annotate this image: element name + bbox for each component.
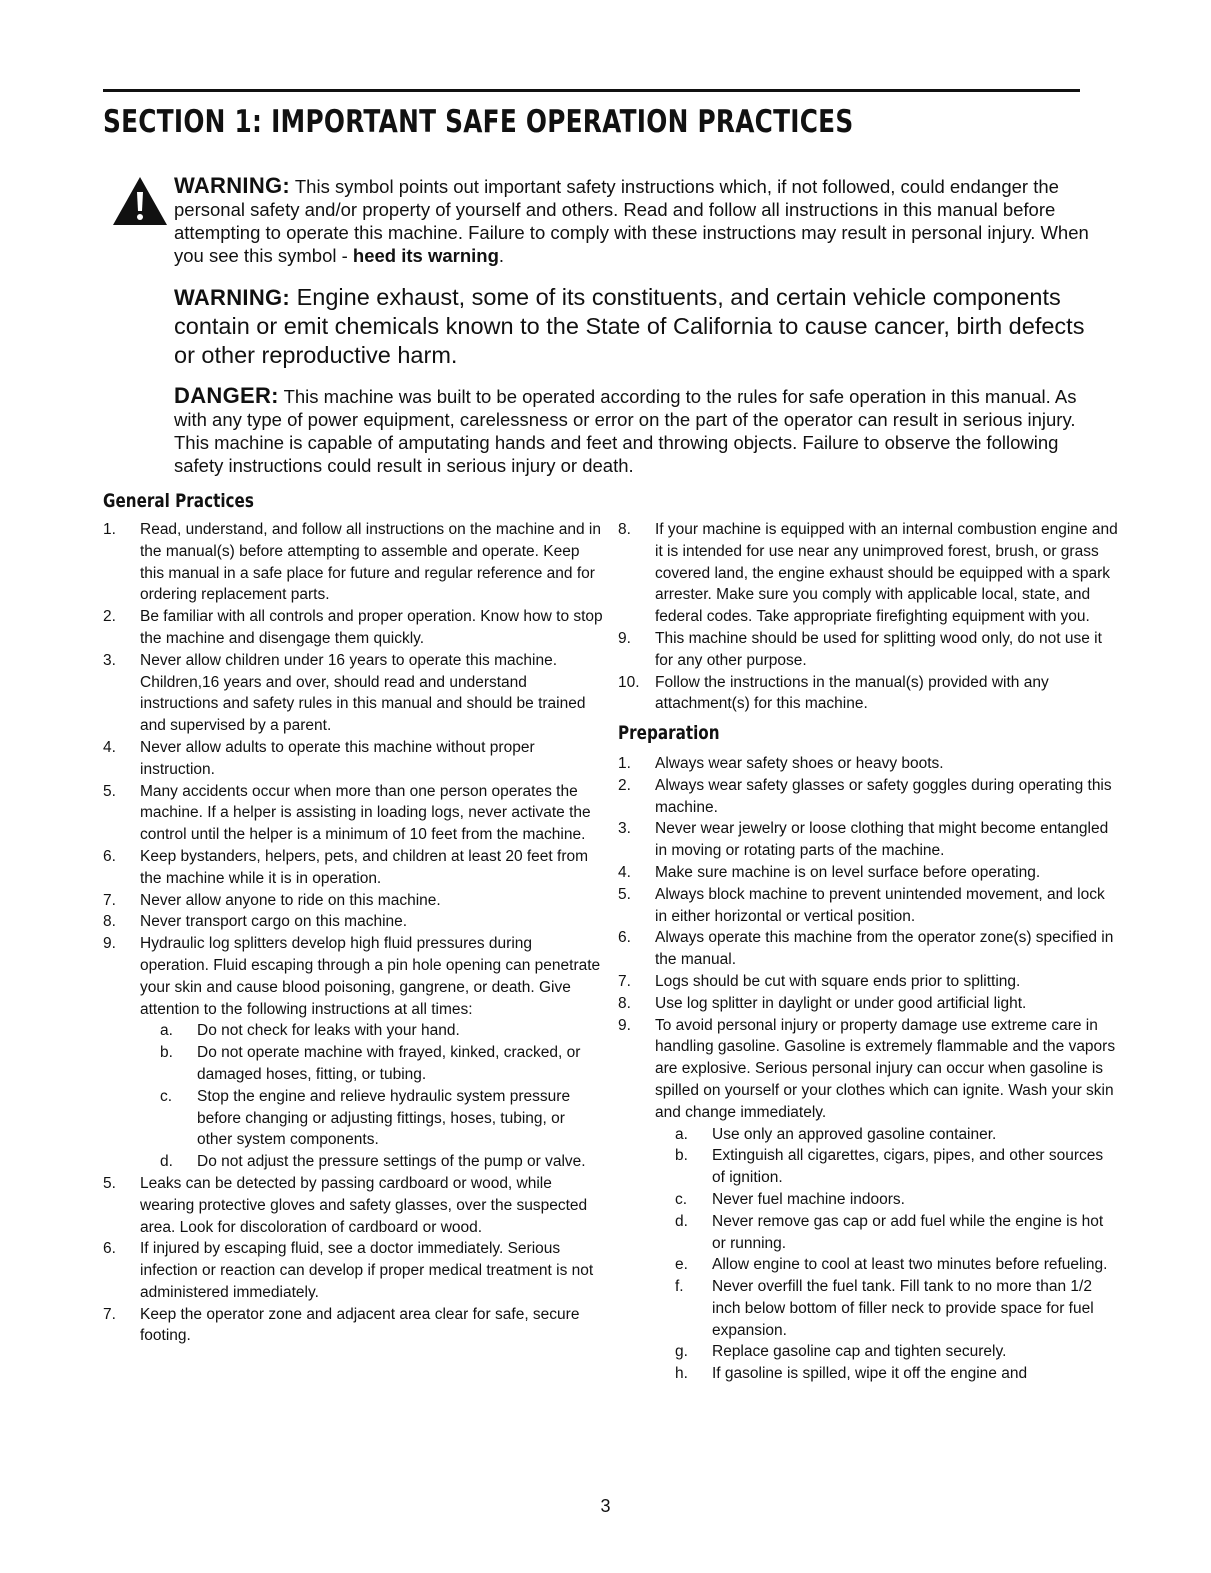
item-text: Logs should be cut with square ends prior to splitting. xyxy=(655,972,1021,990)
item-text: If injured by escaping fluid, see a doctor immediately. Serious infection or reaction can develop if proper medical treatment is not administered immediately. xyxy=(140,1240,594,1301)
item-number: 3. xyxy=(103,651,116,669)
sub-item-letter: c. xyxy=(675,1190,688,1208)
item-text: To avoid personal injury or property damage use extreme care in handling gasoline. Gasoline is extremely flammable and the vapors are explosive. Serious personal injury can occur when gasoline is spilled on yourself or your clothes which can ignite. Wash your skin and change immediately. xyxy=(655,1016,1116,1121)
sub-item-letter: b. xyxy=(160,1044,173,1062)
prop65-warning-notice xyxy=(174,283,1109,370)
item-number: 2. xyxy=(618,776,631,794)
item-text: Always wear safety shoes or heavy boots. xyxy=(655,754,944,772)
item-number: 6. xyxy=(103,1240,116,1258)
general-practices-heading: General Practices xyxy=(103,490,254,512)
list-item xyxy=(618,1015,1118,1386)
list-item xyxy=(103,1304,603,1348)
sub-list-item xyxy=(655,1189,1118,1211)
sub-item-text: Extinguish all cigarettes, cigars, pipes, and other sources of ignition. xyxy=(712,1147,1104,1187)
sub-item-text: Never fuel machine indoors. xyxy=(712,1190,905,1208)
item-number: 9. xyxy=(103,935,116,953)
list-item xyxy=(618,775,1118,819)
item-text: Never transport cargo on this machine. xyxy=(140,913,408,931)
sub-list-item xyxy=(140,1151,603,1173)
preparation-heading: Preparation xyxy=(618,722,720,745)
sub-list-item xyxy=(140,1086,603,1151)
sub-item-letter: c. xyxy=(160,1087,173,1105)
item-number: 5. xyxy=(618,885,631,903)
item-text: Read, understand, and follow all instructions on the machine and in the manual(s) before attempting to assemble and operate. Keep this manual in a safe place for future and regular reference and for ordering replacement parts. xyxy=(140,521,601,604)
item-text: Keep the operator zone and adjacent area clear for safe, secure footing. xyxy=(140,1305,580,1345)
list-item xyxy=(103,606,603,650)
list-item xyxy=(103,1238,603,1303)
sub-item-text: Do not adjust the pressure settings of the pump or valve. xyxy=(197,1153,586,1171)
item-text: Hydraulic log splitters develop high fluid pressures during operation. Fluid escaping through a pin hole opening can penetrate your skin and cause blood poisoning, gangrene, or death. Give attention to the following instructions at all times: xyxy=(140,935,601,1018)
item-text: Follow the instructions in the manual(s) provided with any attachment(s) for this machine. xyxy=(655,673,1049,713)
list-item xyxy=(618,862,1118,884)
item-number: 7. xyxy=(618,972,631,990)
sub-list-item xyxy=(655,1363,1118,1385)
sub-item-text: Allow engine to cool at least two minutes before refueling. xyxy=(712,1256,1108,1274)
list-item xyxy=(618,818,1118,862)
item-number: 5. xyxy=(103,1174,116,1192)
item-number: 7. xyxy=(103,891,116,909)
item-number: 1. xyxy=(618,754,631,772)
list-item xyxy=(103,933,603,1173)
item-number: 10. xyxy=(618,673,640,691)
sub-item-letter: d. xyxy=(675,1212,688,1230)
list-item xyxy=(618,993,1118,1015)
list-item xyxy=(103,781,603,846)
danger-notice xyxy=(174,384,1109,477)
item-number: 4. xyxy=(103,738,116,756)
item-text: Many accidents occur when more than one person operates the machine. If a helper is assisting in loading logs, never activate the control until the helper is a minimum of 10 feet from the machine. xyxy=(140,782,591,844)
symbol-warning-end: . xyxy=(498,245,505,266)
list-item xyxy=(103,846,603,890)
right-column xyxy=(618,519,1118,1385)
general-practices-list xyxy=(103,519,603,1347)
item-number: 2. xyxy=(103,608,116,626)
danger-label: DANGER: xyxy=(174,383,279,408)
danger-text: This machine was built to be operated according to the rules for safe operation in this manual. As with any type of power equipment, carelessness or error on the part of the operator can result in serious injury. This machine is capable of amputating hands and feet and throwing objects. Failure to observe the following safety instructions could result in serious injury or death. xyxy=(174,386,1077,476)
item-text: Make sure machine is on level surface before operating. xyxy=(655,863,1041,881)
sub-item-letter: g. xyxy=(675,1343,688,1361)
item-number: 7. xyxy=(103,1305,116,1323)
list-item xyxy=(103,1173,603,1238)
sub-list-item xyxy=(655,1276,1118,1341)
list-item xyxy=(618,971,1118,993)
item-number: 4. xyxy=(618,863,631,881)
item-text: Always block machine to prevent unintended movement, and lock in either horizontal or vertical position. xyxy=(655,885,1105,925)
symbol-warning-emphasis: heed its warning xyxy=(352,245,499,266)
item-number: 3. xyxy=(618,820,631,838)
item-text: Leaks can be detected by passing cardboard or wood, while wearing protective gloves and safety glasses, over the suspected area. Look for discoloration of cardboard or wood. xyxy=(140,1174,588,1236)
sub-item-text: Do not operate machine with frayed, kinked, cracked, or damaged hoses, fitting, or tubing. xyxy=(197,1044,581,1083)
list-item xyxy=(618,753,1118,775)
sub-item-text: Stop the engine and relieve hydraulic system pressure before changing or adjusting fittings, hoses, tubing, or other system components. xyxy=(197,1087,571,1149)
list-item xyxy=(618,672,1118,716)
item-number: 9. xyxy=(618,629,631,647)
page-number: 3 xyxy=(600,1496,611,1516)
sub-item-letter: f. xyxy=(675,1278,684,1296)
sub-list xyxy=(655,1124,1118,1386)
sub-item-letter: b. xyxy=(675,1147,688,1165)
list-item xyxy=(103,737,603,781)
item-number: 6. xyxy=(103,847,116,865)
general-practices-list-continued xyxy=(618,519,1118,715)
item-text: Never wear jewelry or loose clothing that might become entangled in moving or rotating parts of the machine. xyxy=(655,820,1109,860)
preparation-list xyxy=(618,753,1118,1385)
header-rule xyxy=(103,89,1080,92)
item-number: 8. xyxy=(103,913,116,931)
sub-item-text: Replace gasoline cap and tighten securely. xyxy=(712,1343,1007,1361)
sub-list-item xyxy=(655,1254,1118,1276)
item-number: 8. xyxy=(618,994,631,1012)
sub-item-letter: h. xyxy=(675,1365,688,1383)
item-text: This machine should be used for splitting wood only, do not use it for any other purpose. xyxy=(655,629,1102,669)
sub-item-text: Never overfill the fuel tank. Fill tank to no more than 1/2 inch below bottom of filler neck to provide space for fuel expansion. xyxy=(712,1278,1094,1339)
section-title: SECTION 1: IMPORTANT SAFE OPERATION PRACTICES xyxy=(103,104,854,140)
warning-triangle-icon xyxy=(112,176,168,226)
sub-item-letter: a. xyxy=(160,1022,173,1040)
item-text: Be familiar with all controls and proper operation. Know how to stop the machine and disengage them quickly. xyxy=(140,608,603,647)
item-text: Never allow adults to operate this machine without proper instruction. xyxy=(140,738,535,778)
item-text: Never allow anyone to ride on this machine. xyxy=(140,891,441,909)
item-number: 6. xyxy=(618,929,631,947)
prop65-warning-label: WARNING: xyxy=(174,285,291,310)
item-number: 9. xyxy=(618,1016,631,1034)
list-item xyxy=(618,927,1118,971)
sub-list-item xyxy=(655,1341,1118,1363)
list-item xyxy=(103,519,603,606)
sub-list-item xyxy=(655,1145,1118,1189)
item-number: 1. xyxy=(103,521,116,538)
symbol-warning-label: WARNING: xyxy=(174,173,291,198)
item-text: Never allow children under 16 years to operate this machine. Children,16 years and over, should read and understand instructions and safety rules in this manual and should be trained and supervised by a parent. xyxy=(140,651,586,735)
list-item xyxy=(618,519,1118,628)
prop65-warning-text: Engine exhaust, some of its constituents, and certain vehicle components contain or emit chemicals known to the State of California to cause cancer, birth defects or other reproductive harm. xyxy=(174,284,1085,368)
item-number: 5. xyxy=(103,782,116,800)
sub-item-text: Use only an approved gasoline container. xyxy=(712,1125,997,1143)
list-item xyxy=(103,911,603,933)
item-text: Use log splitter in daylight or under good artificial light. xyxy=(655,994,1027,1012)
sub-list-item xyxy=(140,1020,603,1042)
list-item xyxy=(618,884,1118,928)
sub-list-item xyxy=(655,1124,1118,1146)
sub-item-text: Never remove gas cap or add fuel while the engine is hot or running. xyxy=(712,1212,1104,1252)
item-text: Always wear safety glasses or safety goggles during operating this machine. xyxy=(655,776,1112,816)
sub-list-item xyxy=(140,1042,603,1086)
sub-item-text: If gasoline is spilled, wipe it off the engine and xyxy=(712,1365,1028,1383)
item-number: 8. xyxy=(618,521,631,538)
symbol-warning-text: This symbol points out important safety instructions which, if not followed, could endanger the personal safety and/or property of yourself and others. Read and follow all instructions in this manual before attempting to operate this machine. Failure to comply with these instructions may result in personal injury. When you see this symbol - xyxy=(174,176,1089,266)
general-practices-left-column xyxy=(103,519,603,1347)
item-text: Keep bystanders, helpers, pets, and children at least 20 feet from the machine while it is in operation. xyxy=(140,847,589,887)
item-text: Always operate this machine from the operator zone(s) specified in the manual. xyxy=(655,929,1114,969)
list-item xyxy=(103,650,603,737)
symbol-warning-notice xyxy=(174,174,1109,267)
item-text: If your machine is equipped with an internal combustion engine and it is intended for use near any unimproved forest, brush, or grass covered land, the engine exhaust should be equipped with a spark arrester. Make sure you comply with applicable local, state, and federal codes. Take appropriate firefighting equipment with you. xyxy=(655,521,1118,626)
list-item xyxy=(618,628,1118,672)
list-item xyxy=(103,890,603,912)
sub-list-item xyxy=(655,1211,1118,1255)
sub-list xyxy=(140,1020,603,1173)
sub-item-letter: a. xyxy=(675,1125,688,1143)
sub-item-letter: e. xyxy=(675,1256,688,1274)
sub-item-text: Do not check for leaks with your hand. xyxy=(197,1022,460,1040)
sub-item-letter: d. xyxy=(160,1153,173,1171)
